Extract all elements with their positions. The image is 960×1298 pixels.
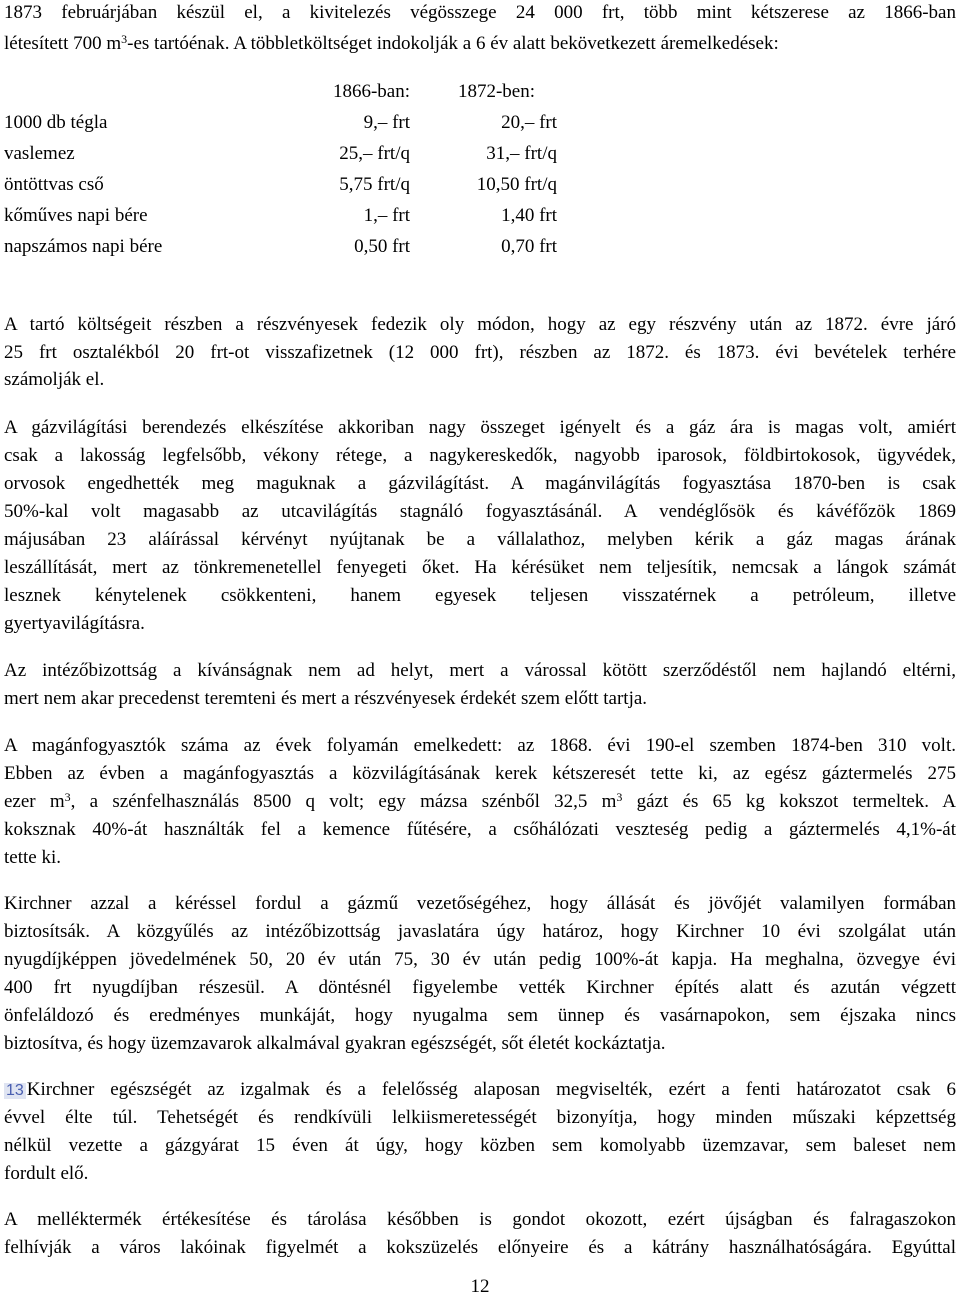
row-item: vaslemez (4, 143, 75, 164)
text-span: ezer m (4, 791, 65, 812)
text-line: A magánfogyasztók száma az évek folyamán emelkedett: az 1868. évi 190-el szemben 1874-ben 310 volt. (4, 735, 956, 756)
row-item: kőműves napi bére (4, 205, 148, 226)
text-line: A gázvilágítási berendezés elkészítése akkoriban nagy összeget igényelt és a gáz ára is magas volt, amiért (4, 417, 956, 438)
superscript: 3 (64, 790, 71, 804)
row-item: 1000 db tégla (4, 112, 108, 133)
text-line: A tartó költségeit részben a részvényesek fedezik oly módon, hogy az egy részvény után az 1872. évre járó (4, 314, 956, 335)
header-1866: 1866-ban: (332, 81, 410, 102)
text-line: számolják el. (4, 369, 105, 390)
text-line: Ebben az évben a magánfogyasztás a közvilágításának kerek kétszeresét tette ki, az egész gáztermelés 275 (4, 763, 956, 784)
text-line: 50%-kal volt magasabb az utcavilágítás stagnáló fogyasztásánál. A vendéglősök és kávéfőzök 1869 (4, 501, 956, 522)
row-value-1872: 31,– frt/q (486, 143, 557, 164)
row-value-1866: 5,75 frt/q (339, 174, 410, 195)
text-line: felhívják a város lakóinak figyelmét a kokszüzelés előnyeire és a kátrány használhatóságára. Egyúttal (4, 1237, 956, 1258)
text-line: biztosítva, és hogy üzemzavarok alkalmával gyakran egészségét, sőt életét kockáztatja. (4, 1033, 666, 1054)
text-line: koksznak 40%-át használták fel a kemence fűtésére, a csőhálózati veszteség pedig a gáztermelés 4,1%-át (4, 819, 956, 840)
text-line: Kirchner azzal a kéréssel fordul a gázmű vezetőségéhez, hogy állását és jövőjét valamilyen formában (4, 893, 956, 914)
row-item: öntöttvas cső (4, 174, 104, 195)
text-line: nélkül vezette a gázgyárat 15 éven át úgy, hogy közben sem komolyabb üzemzavar, sem baleset nem (4, 1135, 956, 1156)
text-line: 400 frt nyugdíjban részesül. A döntésnél figyelembe vették Kirchner építés alatt és azután végzett (4, 977, 956, 998)
row-value-1866: 9,– frt (363, 112, 410, 133)
row-value-1872: 20,– frt (501, 112, 557, 133)
row-value-1866: 25,– frt/q (339, 143, 410, 164)
text-line: orvosok engedhették meg maguknak a gázvilágítást. A magánvilágítás fogyasztása 1870-ben is csak (4, 473, 956, 494)
text-span: , a szénfelhasználás 8500 q volt; egy mázsa szénből 32,5 m (70, 791, 617, 812)
text-line: A melléktermék értékesítése és tárolása későbben is gondot okozott, ezért újságban és falragaszokon (4, 1209, 956, 1230)
text-line (4, 1080, 956, 1099)
text-line: leszállítását, mert az tönkremenetellel fenyegeti őket. Ha kérésüket nem teljesítik, nemcsak a lángok számát (4, 557, 956, 578)
text-line: biztosítsák. A közgyűlés az intézőbizottság javaslatára úgy határoz, hogy Kirchner 10 évi szolgálat után (4, 921, 956, 942)
page-number: 12 (470, 1276, 490, 1297)
superscript: 3 (121, 32, 128, 46)
row-value-1872: 10,50 frt/q (476, 174, 557, 195)
text-span: -es tartóénak. A többletköltséget indokolják a 6 év alatt bekövetkezett áremelkedések: (127, 33, 779, 54)
text-line: májusában 23 aláírással kérvényt nyújtanak be a vállalathoz, melyben kérik a gáz magas árának (4, 529, 956, 550)
text-span: Kirchner egészségét az izgalmak és a felelősség alaposan megviselték, ezért a fenti határozatot csak 6 (26, 1079, 956, 1100)
text-line: Az intézőbizottság a kívánságnak nem ad helyt, mert a várossal kötött szerződéstől nem hajlandó eltérni, (4, 660, 956, 681)
text-line: évvel élte túl. Tehetségét és rendkívüli lelkiismeretességét bizonyítja, hogy minden műszaki képzettség (4, 1107, 956, 1128)
text-line: csak a lakosság legfelsőbb, vékony rétege, a nagykereskedők, nagyobb iparosok, földbirtokosok, ügyvédek, (4, 445, 956, 466)
row-value-1866: 1,– frt (363, 205, 410, 226)
row-value-1872: 1,40 frt (501, 205, 557, 226)
row-value-1872: 0,70 frt (501, 236, 557, 257)
text-line: gyertyavilágításra. (4, 613, 145, 634)
text-line: tette ki. (4, 847, 61, 868)
text-line: önfeláldozó és eredményes munkáját, hogy nyugalma sem ünnep és vasárnapokon, sem éjszaka nincs (4, 1005, 956, 1026)
text-line: mert nem akar precedenst teremteni és mert a részvényesek érdekét szem előtt tartja. (4, 688, 648, 709)
row-value-1866: 0,50 frt (354, 236, 410, 257)
footnote-reference-link[interactable]: 13 (6, 1082, 24, 1099)
header-1872: 1872-ben: (457, 81, 535, 102)
text-span: gázt és 65 kg kokszot termeltek. A (622, 791, 956, 812)
text-line: nyugdíjképpen jövedelmének 50, 20 év után 75, 30 év után pedig 100%-át kapja. Ha meghalna, özvegye évi (4, 949, 956, 970)
text-line: 25 frt osztalékból 20 frt-ot visszafizetnek (12 000 frt), részben az 1872. és 1873. évi bevételek terhére (4, 342, 956, 363)
row-item: napszámos napi bére (4, 236, 163, 257)
text-line: 1873 februárjában készül el, a kivitelezés végösszege 24 000 frt, több mint kétszerese az 1866-ban (4, 2, 956, 23)
text-line (4, 792, 956, 811)
text-line: lesznek kénytelenek csökkenteni, hanem egyesek teljesen visszatérnek a petróleum, illetve (4, 585, 956, 606)
superscript: 3 (616, 790, 623, 804)
text-line (4, 34, 956, 53)
text-span: létesített 700 m (4, 33, 122, 54)
text-line: fordult elő. (4, 1163, 89, 1184)
